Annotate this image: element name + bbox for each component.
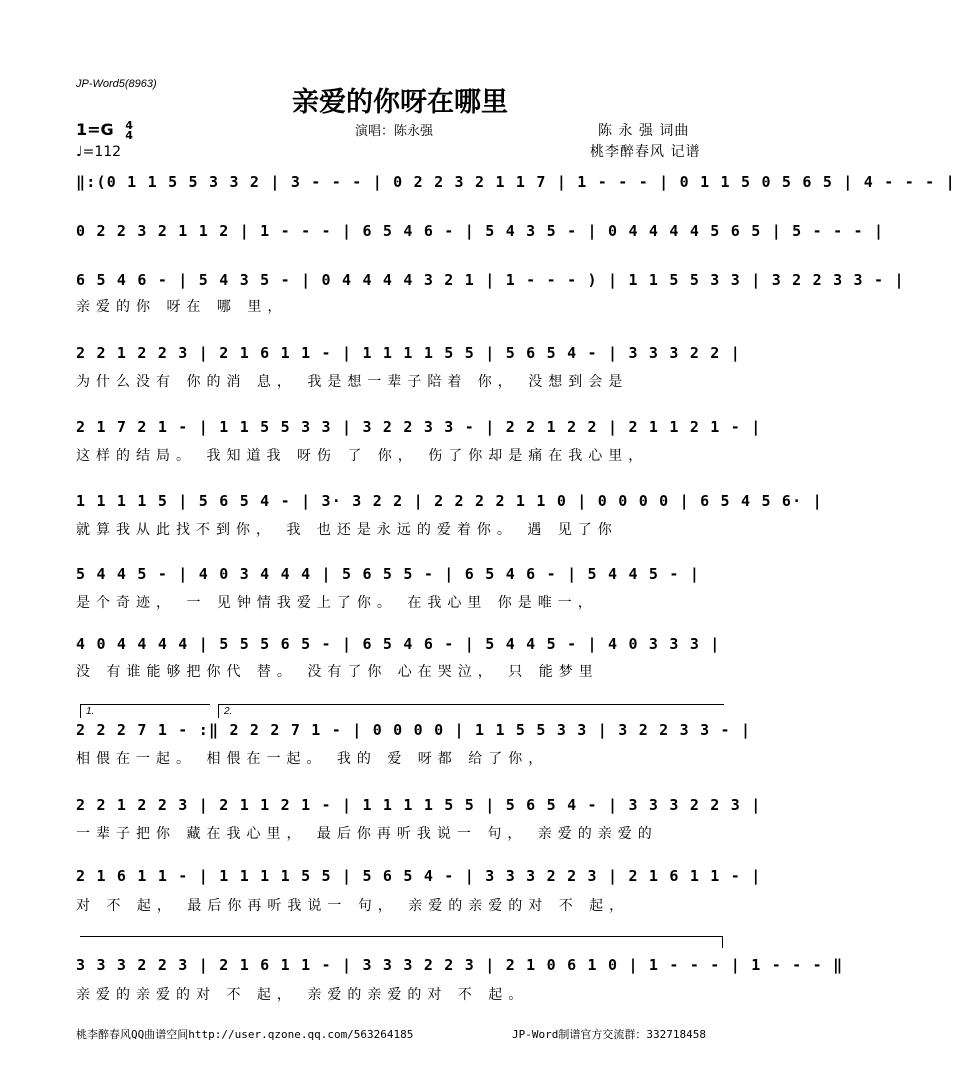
notation-line: 2 1 7 2 1 - | 1 1 5 5 3 3 | 3 2 2 3 3 - | 2 2 1 2 2 | 2 1 1 2 1 - | [76,418,762,436]
lyrics-line: 一辈子把你 藏在我心里， 最后你再听我说一 句， 亲爱的亲爱的 [76,826,658,842]
notation-line: 4 0 4 4 4 4 | 5 5 5 6 5 - | 6 5 4 6 - | 5 4 4 5 - | 4 0 3 3 3 | [76,635,721,653]
lyrics-line: 对 不 起， 最后你再听我说一 句， 亲爱的亲爱的对 不 起， [76,898,630,914]
lyrics-line: 为什么没有 你的消 息， 我是想一辈子陪着 你， 没想到会是 [76,374,629,390]
lyrics-line: 相偎在一起。 相偎在一起。 我的 爱 呀都 给了你， [76,751,549,767]
first-ending-label: 1. [86,706,95,717]
singer-credit: 演唱：陈永强 [355,124,434,139]
key-signature [76,120,133,141]
time-top: 4 [125,118,133,132]
notation-line: ‖:(0 1 1 5 5 3 3 2 | 3 - - - | 0 2 2 3 2 1 1 7 | 1 - - - | 0 1 1 5 0 5 6 5 | 4 - - - | [76,173,956,191]
lyrics-line [76,248,726,272]
notation-line: 5 4 4 5 - | 4 0 3 4 4 4 | 5 6 5 5 - | 6 5 4 6 - | 5 4 4 5 - | [76,565,701,583]
coda-bracket-edge [722,936,723,948]
second-ending-label: 2. [224,706,233,717]
lyrics-line [76,199,726,223]
second-ending-bracket-edge [218,704,219,718]
lyrics-line: 这样的结局。 我知道我 呀伤 了 你， 伤了你却是痛在我心里， [76,448,649,464]
lyrics-line: 亲爱的亲爱的对 不 起， 亲爱的亲爱的对 不 起。 [76,987,529,1003]
key-label: 1=G [76,120,114,139]
notation-line: 2 2 1 2 2 3 | 2 1 1 2 1 - | 1 1 1 1 5 5 | 5 6 5 4 - | 3 3 3 2 2 3 | [76,796,762,814]
composer-credit: 陈 永 强 词曲 [598,123,690,139]
notation-line: 2 2 1 2 2 3 | 2 1 6 1 1 - | 1 1 1 1 5 5 | 5 6 5 4 - | 3 3 3 2 2 | [76,344,741,362]
notation-line: 2 2 2 7 1 - :‖ 2 2 2 7 1 - | 0 0 0 0 | 1 1 5 5 3 3 | 3 2 2 3 3 - | [76,721,752,739]
second-ending-bracket [218,704,724,705]
lyrics-line: 是个奇迹， 一 见钟情我爱上了你。 在我心里 你是唯一， [76,595,598,611]
first-ending-bracket-edge [80,704,81,718]
notation-line: 6 5 4 6 - | 5 4 3 5 - | 0 4 4 4 4 3 2 1 | 1 - - - ) | 1 1 5 5 3 3 | 3 2 2 3 3 - | [76,271,905,289]
time-signature [125,118,133,142]
software-label: JP-Word5(8963) [76,78,157,90]
tempo-marking: ♩=112 [76,144,122,160]
notation-line: 3 3 3 2 2 3 | 2 1 6 1 1 - | 3 3 3 2 2 3 | 2 1 0 6 1 0 | 1 - - - | 1 - - - ‖ [76,956,844,974]
lyrics-line: 没 有谁能够把你代 替。 没有了你 心在哭泣， 只 能梦里 [76,664,599,680]
notation-line: 0 2 2 3 2 1 1 2 | 1 - - - | 6 5 4 6 - | 5 4 3 5 - | 0 4 4 4 4 5 6 5 | 5 - - - | [76,222,885,240]
lyrics-line: 亲爱的你 呀在 哪 里， [76,299,288,315]
first-ending-bracket [80,704,210,705]
notation-line: 2 1 6 1 1 - | 1 1 1 1 5 5 | 5 6 5 4 - | 3 3 3 2 2 3 | 2 1 6 1 1 - | [76,867,762,885]
transcriber-credit: 桃李醉春风 记谱 [590,144,701,160]
coda-bracket [80,936,723,937]
lyrics-line: 就算我从此找不到你， 我 也还是永远的爱着你。 遇 见了你 [76,522,618,538]
footer-credit-link: 桃李醉春风QQ曲谱空间http://user.qzone.qq.com/563264185 [76,1028,414,1041]
song-title: 亲爱的你呀在哪里 [292,87,508,118]
time-bottom: 4 [125,128,133,142]
notation-line: 1 1 1 1 5 | 5 6 5 4 - | 3· 3 2 2 | 2 2 2 2 1 1 0 | 0 0 0 0 | 6 5 4 5 6· | [76,492,823,510]
footer-group-info: JP-Word制谱官方交流群：332718458 [512,1028,706,1041]
